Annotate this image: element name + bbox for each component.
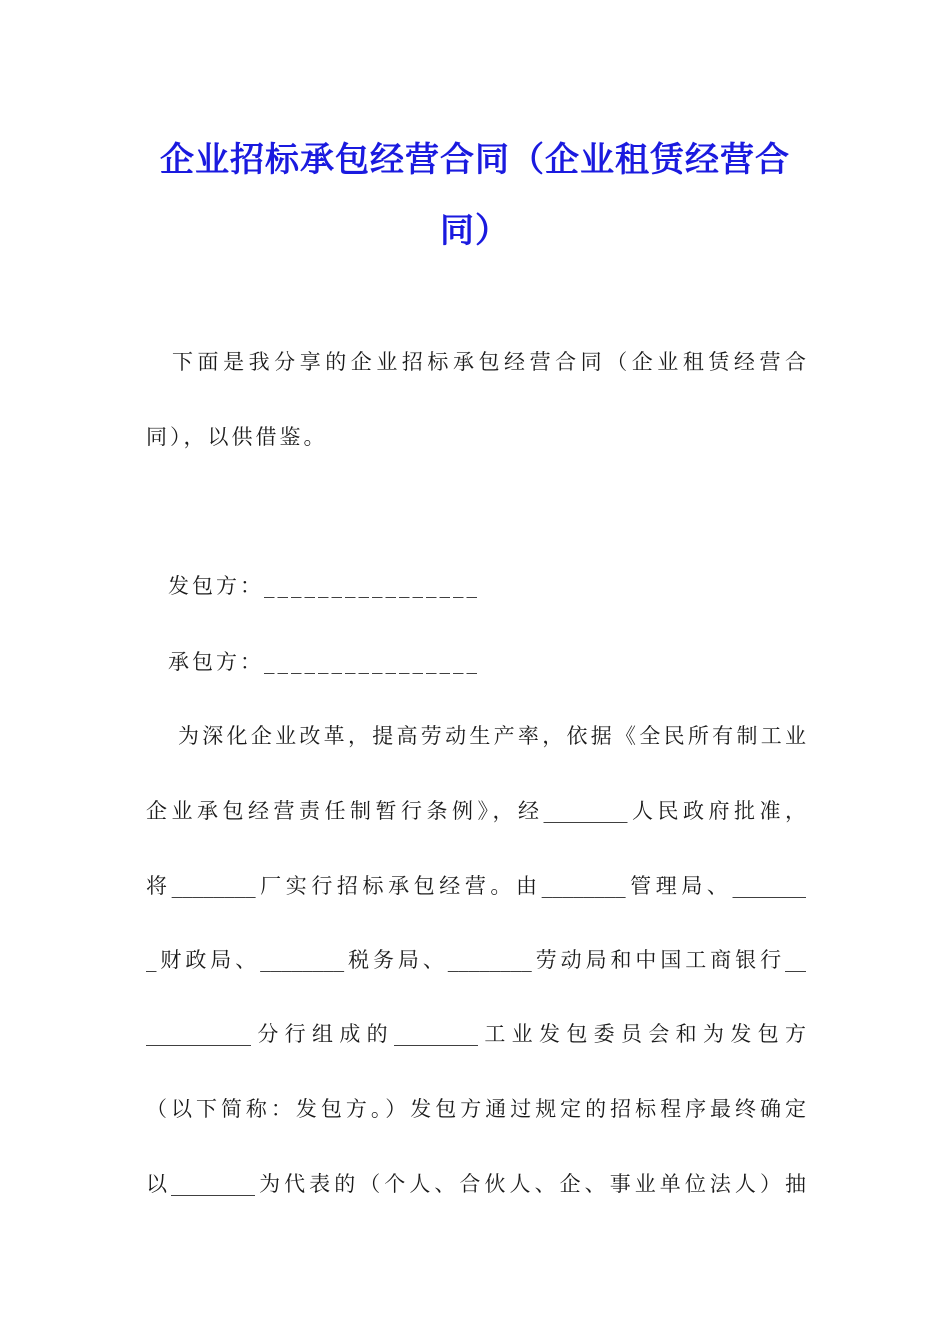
issuer-party-line: 发包方：________________ — [168, 574, 480, 598]
document-title-line-1: 企业招标承包经营合同（企业租赁经营合 — [160, 140, 790, 180]
body-line-3: 将________厂实行招标承包经营。由________管理局、_______ — [146, 874, 806, 898]
body-line-4: _财政局、________税务局、________劳动局和中国工商银行__ — [146, 948, 806, 972]
document-title-line-2: 同） — [440, 211, 510, 251]
body-line-5: __________分行组成的________工业发包委员会和为发包方 — [146, 1022, 806, 1046]
body-line-2: 企业承包经营责任制暂行条例》，经________人民政府批准， — [146, 799, 806, 823]
contractor-party-line: 承包方：________________ — [168, 650, 480, 674]
intro-line-2: 同），以供借鉴。 — [146, 425, 328, 449]
body-line-1: 为深化企业改革，提高劳动生产率，依据《全民所有制工业 — [178, 724, 806, 748]
body-line-7: 以________为代表的（个人、合伙人、企、事业单位法人）抽 — [146, 1172, 806, 1196]
intro-line-1: 下面是我分享的企业招标承包经营合同（企业租赁经营合 — [172, 350, 806, 374]
body-line-6: （以下简称：发包方。）发包方通过规定的招标程序最终确定 — [146, 1097, 806, 1121]
